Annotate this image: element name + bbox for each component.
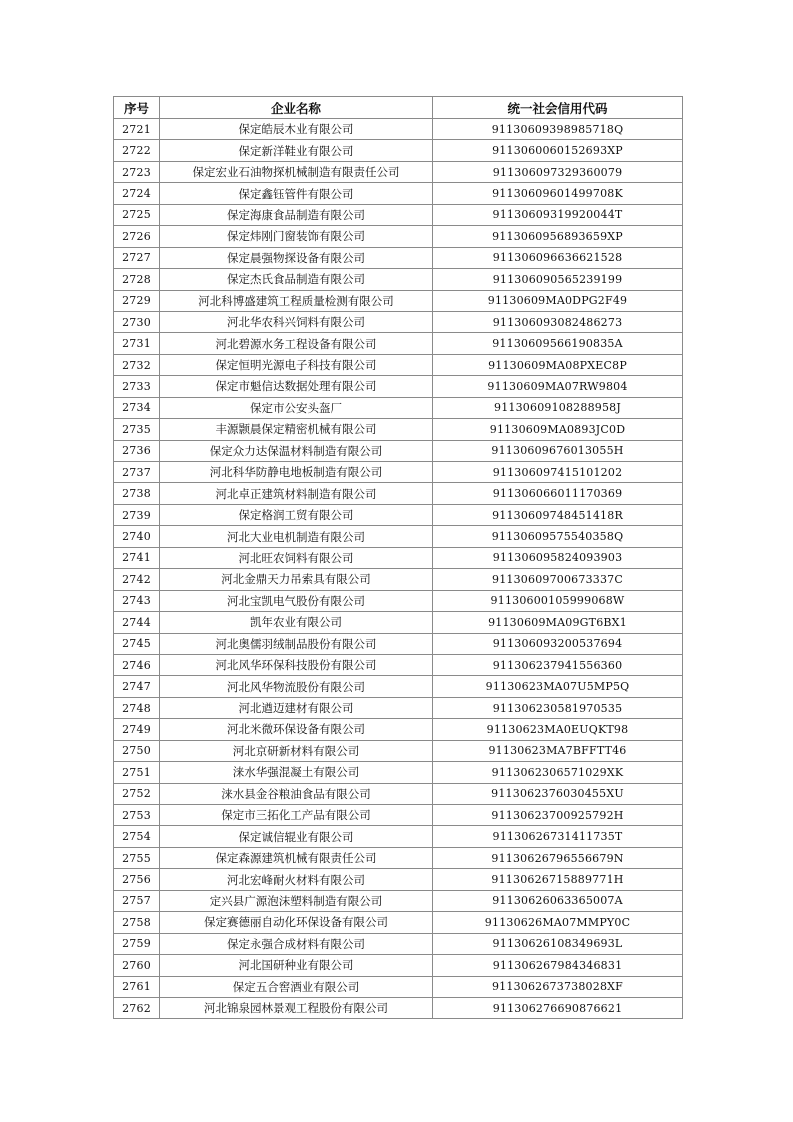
enterprise-name-cell: 河北风华环保科技股份有限公司 [160, 654, 433, 675]
enterprise-name-cell: 保定晨强物探设备有限公司 [160, 247, 433, 268]
enterprise-name-cell: 保定市三拓化工产品有限公司 [160, 805, 433, 826]
enterprise-name-cell: 河北华农科兴饲料有限公司 [160, 311, 433, 332]
credit-code-cell: 91130626063365007A [433, 890, 683, 911]
credit-code-cell: 91130626MA07MMPY0C [433, 912, 683, 933]
table-row [114, 569, 683, 590]
enterprise-name-cell: 河北旺农饲料有限公司 [160, 547, 433, 568]
table-row [114, 869, 683, 890]
serial-number-cell: 2753 [114, 805, 160, 826]
credit-code-cell: 91130609700673337C [433, 569, 683, 590]
table-row [114, 633, 683, 654]
table-row [114, 269, 683, 290]
table-row [114, 847, 683, 868]
credit-code-cell: 91130626715889771H [433, 869, 683, 890]
credit-code-cell: 9113060060152693XP [433, 140, 683, 161]
credit-code-cell: 91130609MA09GT6BX1 [433, 612, 683, 633]
credit-code-cell: 91130609566190835A [433, 333, 683, 354]
serial-number-cell: 2724 [114, 183, 160, 204]
serial-number-cell: 2757 [114, 890, 160, 911]
serial-number-cell: 2734 [114, 397, 160, 418]
credit-code-cell: 91130623MA7BFFTT46 [433, 740, 683, 761]
credit-code-cell: 911306090565239199 [433, 269, 683, 290]
enterprise-name-cell: 保定新洋鞋业有限公司 [160, 140, 433, 161]
serial-number-cell: 2727 [114, 247, 160, 268]
table-row [114, 140, 683, 161]
serial-number-cell: 2761 [114, 976, 160, 997]
table-row [114, 440, 683, 461]
table-row [114, 826, 683, 847]
credit-code-cell: 911306230581970535 [433, 697, 683, 718]
enterprise-name-cell: 涞水县金谷粮油食品有限公司 [160, 783, 433, 804]
credit-code-cell: 91130609748451418R [433, 504, 683, 525]
enterprise-name-cell: 河北宝凯电气股份有限公司 [160, 590, 433, 611]
enterprise-name-cell: 河北卓正建筑材料制造有限公司 [160, 483, 433, 504]
serial-number-cell: 2738 [114, 483, 160, 504]
enterprise-name-cell: 保定众力达保温材料制造有限公司 [160, 440, 433, 461]
serial-number-cell: 2748 [114, 697, 160, 718]
enterprise-name-cell: 保定赛德丽自动化环保设备有限公司 [160, 912, 433, 933]
serial-number-cell: 2762 [114, 997, 160, 1018]
serial-number-cell: 2750 [114, 740, 160, 761]
serial-number-cell: 2725 [114, 204, 160, 225]
credit-code-cell: 91130626796556679N [433, 847, 683, 868]
enterprise-name-cell: 凯年农业有限公司 [160, 612, 433, 633]
table-row [114, 354, 683, 375]
enterprise-name-cell: 河北科博盛建筑工程质量检测有限公司 [160, 290, 433, 311]
table-row [114, 955, 683, 976]
serial-number-cell: 2741 [114, 547, 160, 568]
serial-number-cell: 2730 [114, 311, 160, 332]
enterprise-name-cell: 保定炜刚门窗装饰有限公司 [160, 226, 433, 247]
enterprise-name-cell: 河北国研种业有限公司 [160, 955, 433, 976]
credit-code-cell: 91130609MA08PXEC8P [433, 354, 683, 375]
enterprise-name-cell: 保定格润工贸有限公司 [160, 504, 433, 525]
enterprise-name-cell: 保定皓辰木业有限公司 [160, 119, 433, 140]
enterprise-name-cell: 河北风华物流股份有限公司 [160, 676, 433, 697]
credit-code-cell: 91130623700925792H [433, 805, 683, 826]
enterprise-name-cell: 河北锦泉园林景观工程股份有限公司 [160, 997, 433, 1018]
table-row [114, 504, 683, 525]
credit-code-cell: 911306097415101202 [433, 462, 683, 483]
table-row [114, 654, 683, 675]
credit-code-cell: 9113062306571029XK [433, 762, 683, 783]
enterprise-name-cell: 保定森源建筑机械有限责任公司 [160, 847, 433, 868]
serial-number-cell: 2737 [114, 462, 160, 483]
serial-number-cell: 2760 [114, 955, 160, 976]
credit-code-cell: 91130600105999068W [433, 590, 683, 611]
table-row [114, 204, 683, 225]
table-body [114, 119, 683, 1019]
table-row [114, 890, 683, 911]
credit-code-cell: 91130626731411735T [433, 826, 683, 847]
credit-code-cell: 91130609575540358Q [433, 526, 683, 547]
serial-number-cell: 2759 [114, 933, 160, 954]
enterprise-name-cell: 丰源颢晨保定精密机械有限公司 [160, 419, 433, 440]
table-row [114, 161, 683, 182]
table-row [114, 526, 683, 547]
serial-number-cell: 2751 [114, 762, 160, 783]
table-row [114, 740, 683, 761]
header-serial-number: 序号 [114, 97, 160, 119]
table-row [114, 290, 683, 311]
credit-code-cell: 91130623MA0EUQKT98 [433, 719, 683, 740]
table-row [114, 462, 683, 483]
table-row [114, 976, 683, 997]
credit-code-cell: 911306096636621528 [433, 247, 683, 268]
table-header-row [114, 97, 683, 119]
serial-number-cell: 2728 [114, 269, 160, 290]
table-row [114, 933, 683, 954]
credit-code-cell: 91130609MA07RW9804 [433, 376, 683, 397]
credit-code-cell: 9113062376030455XU [433, 783, 683, 804]
enterprise-name-cell: 保定市魁信达数据处理有限公司 [160, 376, 433, 397]
enterprise-name-cell: 保定市公安头盔厂 [160, 397, 433, 418]
credit-code-cell: 911306093082486273 [433, 311, 683, 332]
enterprise-name-cell: 河北京研新材料有限公司 [160, 740, 433, 761]
serial-number-cell: 2744 [114, 612, 160, 633]
serial-number-cell: 2723 [114, 161, 160, 182]
credit-code-cell: 91130609319920044T [433, 204, 683, 225]
table-row [114, 183, 683, 204]
serial-number-cell: 2726 [114, 226, 160, 247]
serial-number-cell: 2736 [114, 440, 160, 461]
credit-code-cell: 91130626108349693L [433, 933, 683, 954]
credit-code-cell: 91130609601499708K [433, 183, 683, 204]
serial-number-cell: 2735 [114, 419, 160, 440]
table-row [114, 247, 683, 268]
table-row [114, 912, 683, 933]
serial-number-cell: 2739 [114, 504, 160, 525]
credit-code-cell: 911306095824093903 [433, 547, 683, 568]
table-row [114, 376, 683, 397]
credit-code-cell: 9113062673738028XF [433, 976, 683, 997]
table-row [114, 719, 683, 740]
enterprise-name-cell: 河北米微环保设备有限公司 [160, 719, 433, 740]
enterprise-name-cell: 保定鑫钰管件有限公司 [160, 183, 433, 204]
credit-code-cell: 91130609676013055H [433, 440, 683, 461]
serial-number-cell: 2729 [114, 290, 160, 311]
serial-number-cell: 2743 [114, 590, 160, 611]
table-row [114, 783, 683, 804]
table-row [114, 547, 683, 568]
header-enterprise-name: 企业名称 [160, 97, 433, 119]
serial-number-cell: 2721 [114, 119, 160, 140]
enterprise-registry-table [113, 96, 683, 1019]
serial-number-cell: 2733 [114, 376, 160, 397]
enterprise-name-cell: 河北宏峰耐火材料有限公司 [160, 869, 433, 890]
credit-code-cell: 911306237941556360 [433, 654, 683, 675]
table-row [114, 697, 683, 718]
enterprise-name-cell: 河北奥儒羽绒制品股份有限公司 [160, 633, 433, 654]
table-row [114, 119, 683, 140]
serial-number-cell: 2754 [114, 826, 160, 847]
serial-number-cell: 2747 [114, 676, 160, 697]
enterprise-name-cell: 保定海康食品制造有限公司 [160, 204, 433, 225]
credit-code-cell: 91130609MA0893JC0D [433, 419, 683, 440]
credit-code-cell: 91130609108288958J [433, 397, 683, 418]
enterprise-name-cell: 保定诚信辊业有限公司 [160, 826, 433, 847]
enterprise-name-cell: 保定永强合成材料有限公司 [160, 933, 433, 954]
credit-code-cell: 9113060956893659XP [433, 226, 683, 247]
table-row [114, 997, 683, 1018]
enterprise-name-cell: 保定恒明光源电子科技有限公司 [160, 354, 433, 375]
serial-number-cell: 2722 [114, 140, 160, 161]
table-row [114, 397, 683, 418]
enterprise-name-cell: 河北金鼎天力吊索具有限公司 [160, 569, 433, 590]
enterprise-name-cell: 河北遒迈建材有限公司 [160, 697, 433, 718]
table-row [114, 311, 683, 332]
table-row [114, 762, 683, 783]
credit-code-cell: 91130623MA07U5MP5Q [433, 676, 683, 697]
table-row [114, 676, 683, 697]
enterprise-name-cell: 保定五合窖酒业有限公司 [160, 976, 433, 997]
table-row [114, 612, 683, 633]
table-row [114, 333, 683, 354]
serial-number-cell: 2752 [114, 783, 160, 804]
enterprise-name-cell: 河北大业电机制造有限公司 [160, 526, 433, 547]
serial-number-cell: 2758 [114, 912, 160, 933]
enterprise-name-cell: 定兴县广源泡沫塑料制造有限公司 [160, 890, 433, 911]
table-row [114, 590, 683, 611]
credit-code-cell: 911306267984346831 [433, 955, 683, 976]
table-row [114, 483, 683, 504]
credit-code-cell: 91130609MA0DPG2F49 [433, 290, 683, 311]
enterprise-name-cell: 河北碧源水务工程设备有限公司 [160, 333, 433, 354]
credit-code-cell: 911306276690876621 [433, 997, 683, 1018]
credit-code-cell: 91130609398985718Q [433, 119, 683, 140]
credit-code-cell: 911306097329360079 [433, 161, 683, 182]
credit-code-cell: 911306066011170369 [433, 483, 683, 504]
table-row [114, 419, 683, 440]
serial-number-cell: 2746 [114, 654, 160, 675]
table-row [114, 226, 683, 247]
serial-number-cell: 2749 [114, 719, 160, 740]
serial-number-cell: 2755 [114, 847, 160, 868]
serial-number-cell: 2740 [114, 526, 160, 547]
enterprise-name-cell: 保定杰氏食品制造有限公司 [160, 269, 433, 290]
header-credit-code: 统一社会信用代码 [433, 97, 683, 119]
enterprise-name-cell: 保定宏业石油物探机械制造有限责任公司 [160, 161, 433, 182]
serial-number-cell: 2756 [114, 869, 160, 890]
table-row [114, 805, 683, 826]
enterprise-name-cell: 河北科华防静电地板制造有限公司 [160, 462, 433, 483]
serial-number-cell: 2745 [114, 633, 160, 654]
enterprise-name-cell: 涞水华强混凝土有限公司 [160, 762, 433, 783]
serial-number-cell: 2731 [114, 333, 160, 354]
credit-code-cell: 911306093200537694 [433, 633, 683, 654]
serial-number-cell: 2732 [114, 354, 160, 375]
serial-number-cell: 2742 [114, 569, 160, 590]
